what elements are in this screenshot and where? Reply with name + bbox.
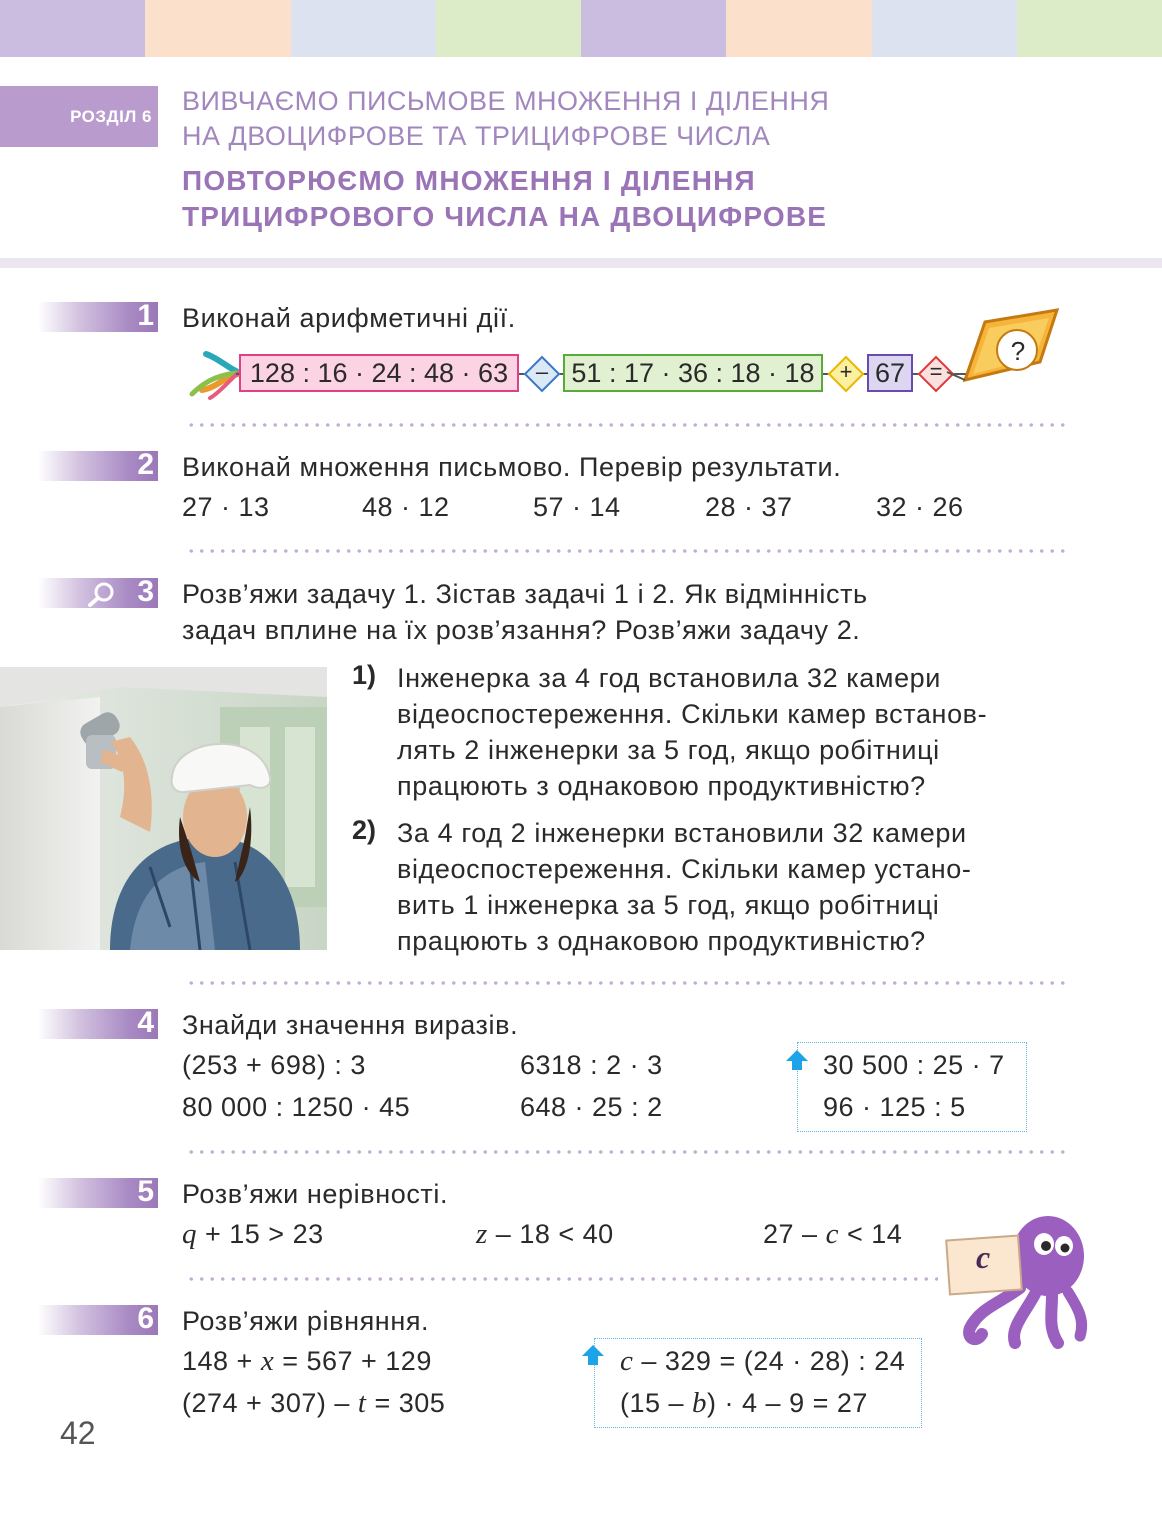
equation-rest: = 567 + 129 — [274, 1346, 432, 1376]
task4-expr: 30 500 : 25 · 7 — [823, 1050, 1005, 1080]
task-number: 1 — [137, 299, 154, 332]
octopus-mascot-icon — [940, 1208, 1090, 1353]
task3-text — [182, 576, 868, 648]
chain-op-3: = — [929, 359, 943, 384]
task4-expr: 6318 : 2 · 3 — [520, 1050, 663, 1080]
task-number: 4 — [137, 1006, 154, 1039]
task2-expr-3: 57 · 14 — [533, 492, 621, 522]
dotted-separator — [186, 1149, 1066, 1155]
problem1-line: Інженерка за 4 год встановила 32 камери — [397, 663, 941, 693]
inequality-rest: + 15 > 23 — [197, 1219, 324, 1249]
problem1-line: відеоспостереження. Скільки камер встанов- — [397, 699, 988, 729]
advanced-arrow-icon — [785, 1049, 809, 1071]
variable: q — [182, 1218, 197, 1250]
equation-rest: ) · 4 – 9 = 27 — [707, 1388, 868, 1418]
equation-rest: – 329 = (24 · 28) : 24 — [633, 1346, 906, 1376]
kite-result: ? — [1010, 336, 1026, 366]
chain-op-1: – — [535, 359, 549, 384]
top-color-band — [0, 0, 1162, 57]
task2-expr-1: 27 · 13 — [182, 492, 270, 522]
task-number: 2 — [137, 448, 154, 481]
task2-expr-2: 48 · 12 — [362, 492, 450, 522]
task-number: 3 — [137, 575, 154, 608]
header-divider — [0, 258, 1162, 268]
variable: x — [260, 1345, 275, 1377]
problem1-label: 1) — [352, 660, 377, 690]
magnifier-icon — [86, 581, 118, 607]
task-number-tab — [38, 1302, 158, 1335]
equation-4 — [620, 1387, 868, 1420]
task-number-tab — [38, 575, 158, 608]
dotted-separator — [186, 422, 1066, 428]
task3-text-line1: Розв’яжи задачу 1. Зістав задачі 1 і 2. Як відмінність — [182, 579, 868, 609]
task2-expr-5: 32 · 26 — [876, 492, 964, 522]
problem2-line: За 4 год 2 інженерки встановили 32 камери — [397, 818, 967, 848]
kite-icon — [945, 302, 1065, 402]
chain-box-2: 51 : 17 · 36 : 18 · 18 — [563, 354, 823, 392]
dotted-separator — [186, 1276, 938, 1282]
equation-3 — [620, 1345, 905, 1378]
problem1-text — [397, 660, 1069, 804]
chain-op-2: + — [839, 359, 853, 384]
task2-expr-4: 28 · 37 — [705, 492, 793, 522]
engineer-photo — [0, 667, 327, 950]
task-number-tab — [38, 1175, 158, 1208]
kite-tail-icon — [188, 350, 242, 400]
task4-text: Знайди значення виразів. — [182, 1010, 519, 1040]
problem2-line: вить 1 інженерка за 5 год, якщо робітниці — [397, 890, 940, 920]
task3-text-line2: задач вплине на їх розв’язання? Розв’яжи задачу 2. — [182, 615, 861, 645]
task2-text: Виконай множення письмово. Перевір результати. — [182, 452, 842, 482]
lesson-title-line1: ПОВТОРЮЄМО МНОЖЕННЯ І ДІЛЕННЯ — [182, 165, 756, 196]
dotted-separator — [186, 980, 1066, 986]
lesson-title-line2: ТРИЦИФРОВОГО ЧИСЛА НА ДВОЦИФРОВЕ — [182, 201, 828, 232]
chapter-title-line2: НА ДВОЦИФРОВЕ ТА ТРИЦИФРОВЕ ЧИСЛА — [182, 121, 771, 151]
variable: c — [620, 1345, 634, 1377]
inequality-2 — [476, 1218, 614, 1251]
inequality-pre: 27 – — [763, 1219, 826, 1249]
equation-pre: (274 + 307) – — [182, 1388, 358, 1418]
task4-expr: 96 · 125 : 5 — [823, 1092, 966, 1122]
problem2-line: відеоспостереження. Скільки камер устано- — [397, 854, 972, 884]
task4-expr: (253 + 698) : 3 — [182, 1050, 366, 1080]
chapter-title — [182, 84, 829, 154]
lesson-title — [182, 163, 827, 235]
problem1-line: працюють з однаковою продуктивністю? — [397, 771, 926, 801]
chain-box-3: 67 — [867, 354, 913, 392]
inequality-rest: – 18 < 40 — [487, 1219, 614, 1249]
inequality-1 — [182, 1218, 324, 1251]
task-number: 6 — [137, 1302, 154, 1335]
variable: b — [692, 1387, 708, 1419]
task-number: 5 — [137, 1175, 154, 1208]
problem2-label: 2) — [352, 815, 377, 845]
task-number-tab — [38, 299, 158, 332]
variable: c — [825, 1218, 839, 1250]
equation-2 — [182, 1387, 445, 1420]
task4-expr: 648 · 25 : 2 — [520, 1092, 663, 1122]
chapter-label: РОЗДІЛ 6 — [0, 86, 158, 147]
variable: t — [357, 1387, 367, 1419]
equation-pre: (15 – — [620, 1388, 693, 1418]
inequality-3 — [763, 1218, 902, 1251]
task1-text: Виконай арифметичні дії. — [182, 303, 516, 333]
inequality-rest: < 14 — [838, 1219, 903, 1249]
task4-expr: 80 000 : 1250 · 45 — [182, 1092, 411, 1122]
task-number-tab — [38, 448, 158, 481]
chain-box-1: 128 : 16 · 24 : 48 · 63 — [239, 354, 519, 392]
chapter-title-line1: ВИВЧАЄМО ПИСЬМОВЕ МНОЖЕННЯ І ДІЛЕННЯ — [182, 86, 830, 116]
equation-rest: = 305 — [366, 1388, 446, 1418]
variable: z — [476, 1218, 488, 1250]
dotted-separator — [186, 548, 1066, 554]
equation-1 — [182, 1345, 432, 1378]
problem2-line: працюють з однаковою продуктивністю? — [397, 926, 926, 956]
equation-pre: 148 + — [182, 1346, 261, 1376]
page-number: 42 — [60, 1415, 96, 1451]
task-number-tab — [38, 1006, 158, 1039]
problem2-text — [397, 815, 1069, 959]
octopus-card-letter: c — [976, 1239, 991, 1275]
advanced-arrow-icon — [581, 1344, 605, 1366]
task5-text: Розв’яжи нерівності. — [182, 1179, 449, 1209]
task6-text: Розв’яжи рівняння. — [182, 1306, 430, 1336]
problem1-line: лять 2 інженерки за 5 год, якщо робітниці — [397, 735, 940, 765]
